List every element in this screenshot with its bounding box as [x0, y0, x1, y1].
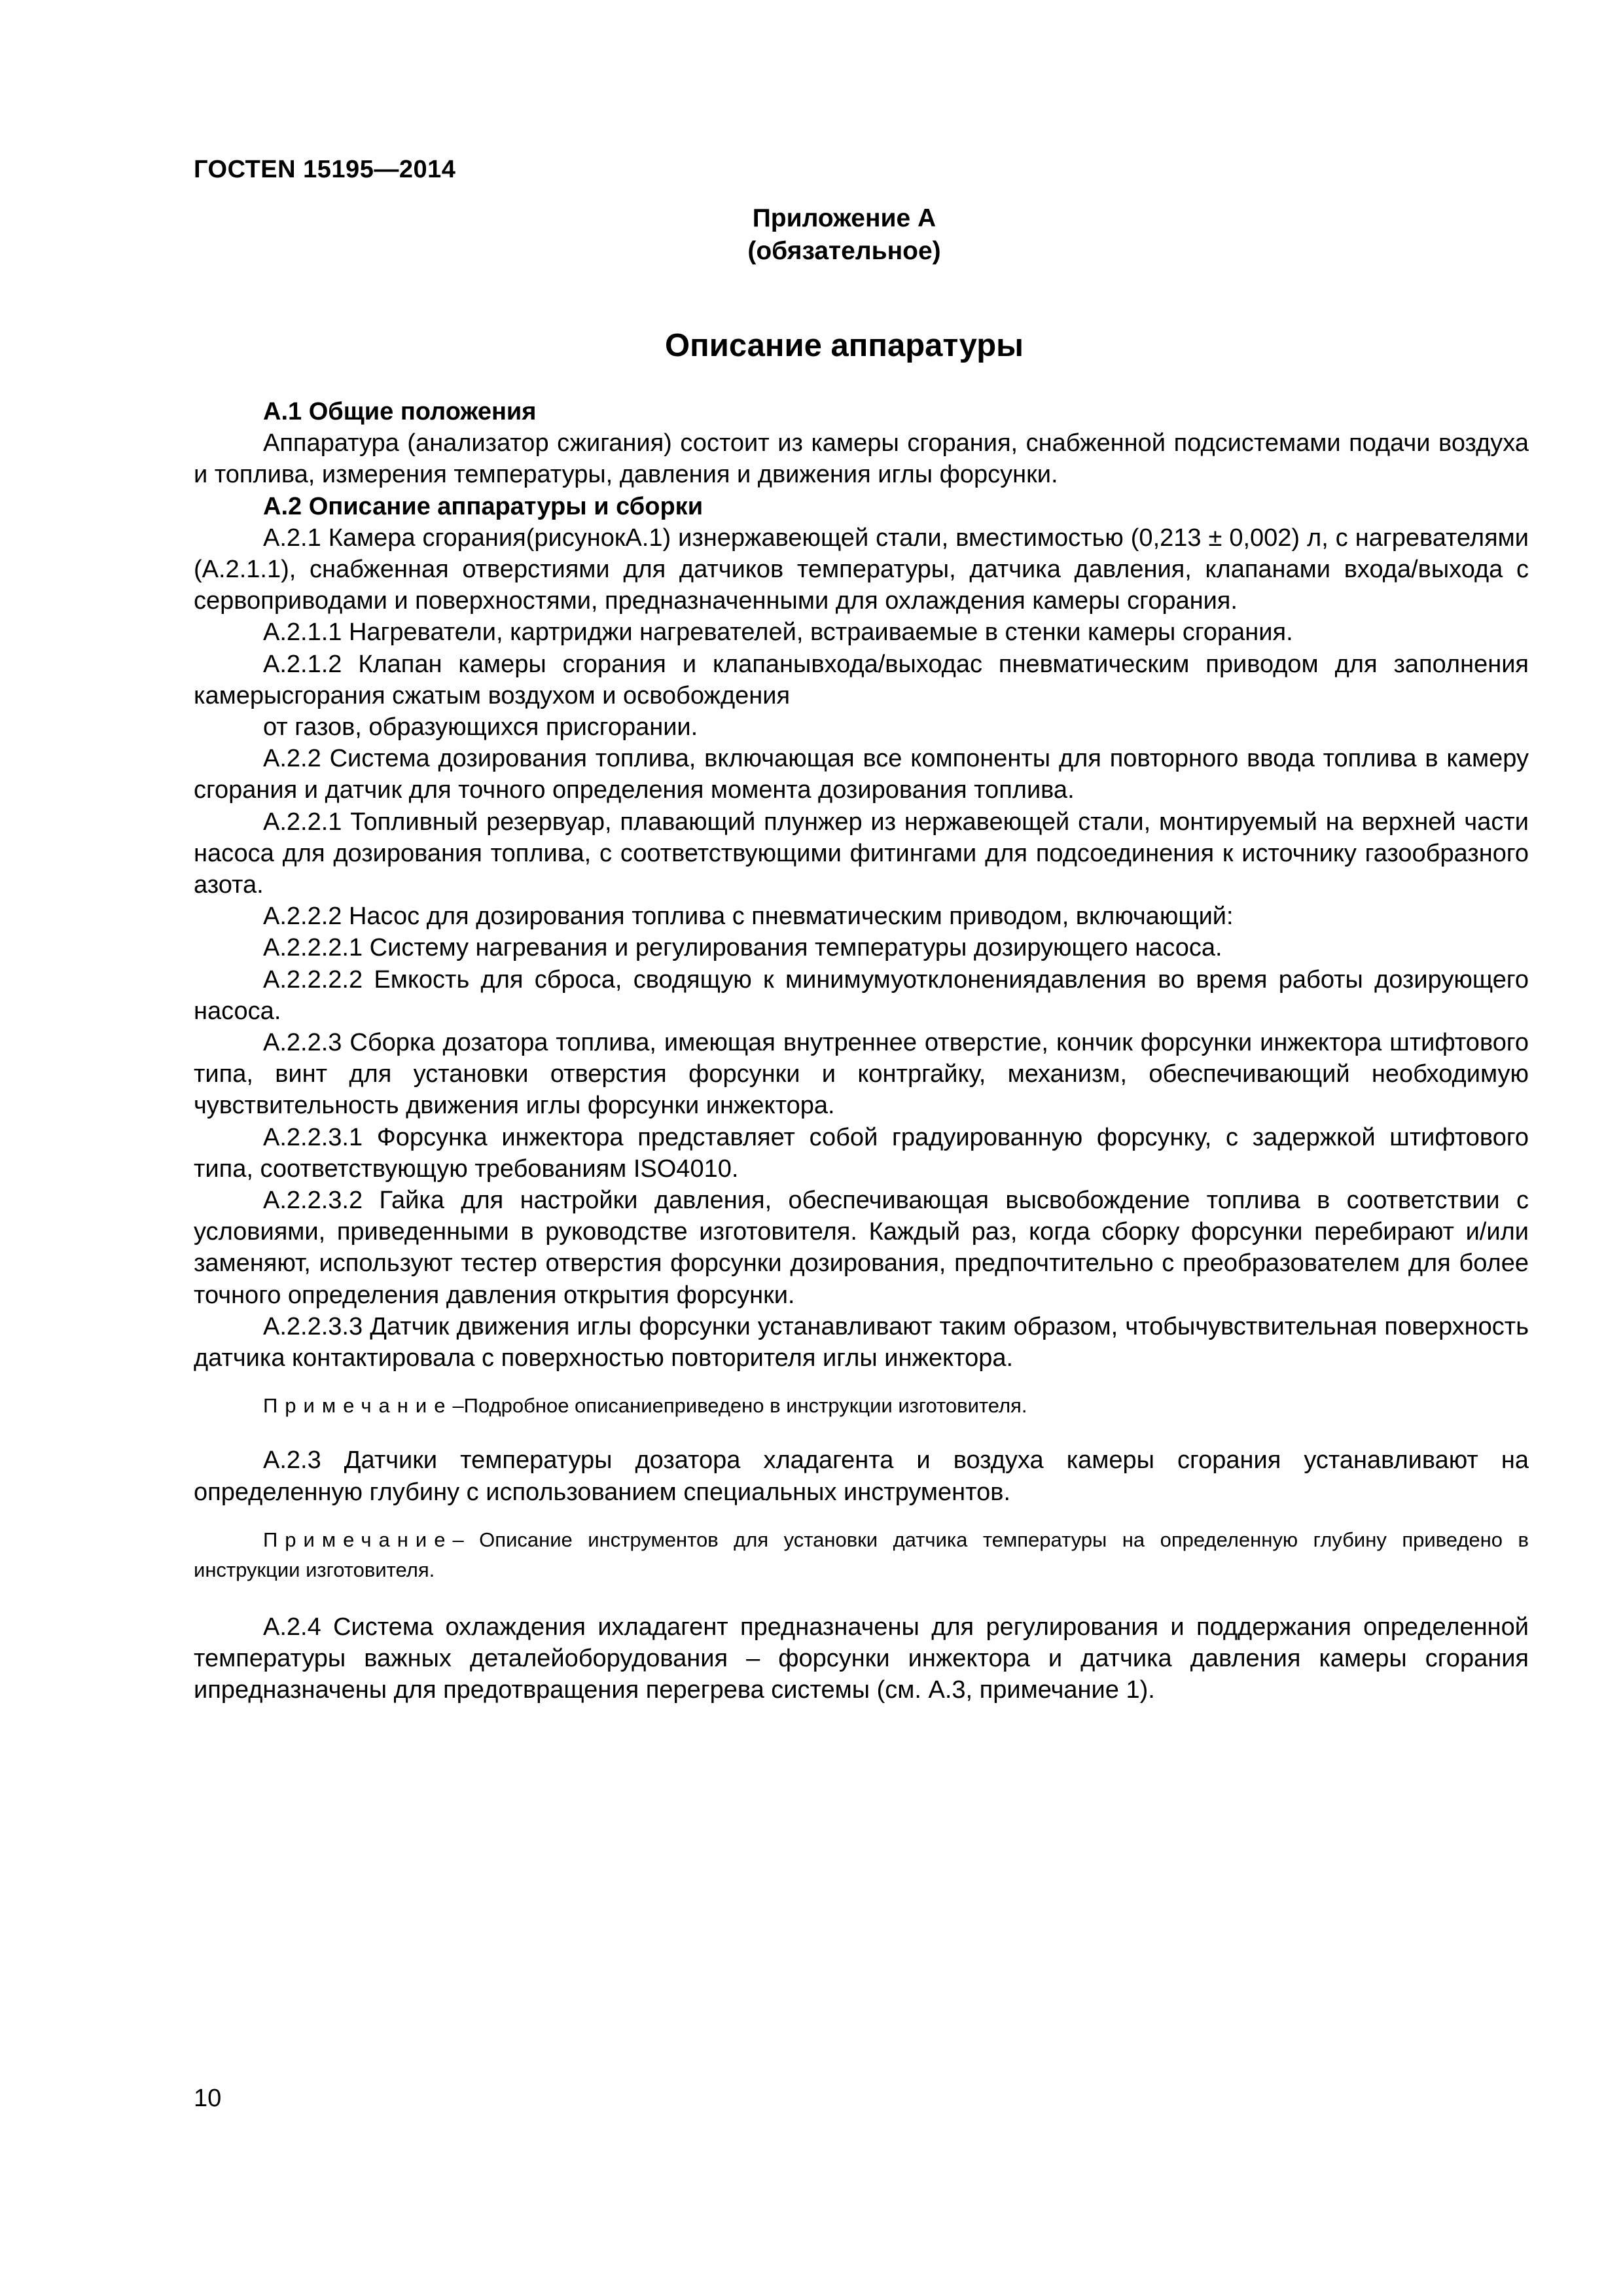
section-heading-a1: А.1 Общие положения	[263, 398, 537, 425]
paragraph-a2-4: А.2.4 Система охлаждения ихладагент предназначены для регулирования и поддержания определенной температуры важных деталейоборудования – форсунки инжектора и датчика давления камеры сгорания ипредназначены для предотвращения перегрева системы (см. А.3, примечание 1).	[194, 1613, 1529, 1704]
annex-title: Приложение А	[752, 204, 936, 232]
standard-code: ГОСТEN 15195—2014	[194, 156, 456, 183]
note-2	[194, 1525, 1529, 1585]
note-2-text: – Описание инструментов для установки датчика температуры на определенную глубину приведено в инструкции изготовителя.	[194, 1528, 1529, 1581]
paragraph-a2-2-1: А.2.2.1 Топливный резервуар, плавающий плунжер из нержавеющей стали, монтируемый на верхней части насоса для дозирования топлива, с соответствующими фитингами для подсоединения к источнику газообразного азота.	[194, 808, 1529, 899]
paragraph-a2-2-3-1: А.2.2.3.1 Форсунка инжектора представляет собой градуированную форсунку, с задержкой штифтового типа, соответствующую требованиям ISO4010.	[194, 1123, 1529, 1183]
note-1-label: Примечание	[263, 1394, 453, 1418]
paragraph-a2-1: А.2.1 Камера сгорания(рисунокА.1) изнержавеющей стали, вместимостью (0,213 ± 0,002) л, с нагревателями (А.2.1.1), снабженная отверстиями для датчиков температуры, датчика давления, клапанами входа/выхода с сервоприводами и поверхностями, предназначенными для охлаждения камеры сгорания.	[194, 524, 1529, 615]
document-title: Описание аппаратуры	[665, 328, 1024, 363]
paragraph-a2-1-2-continuation: от газов, образующихся присгорании.	[263, 713, 698, 742]
note-2-label: Примечание	[263, 1528, 453, 1551]
paragraph-a2-2: А.2.2 Система дозирования топлива, включающая все компоненты для повторного ввода топлива в камеру сгорания и датчик для точного определения момента дозирования топлива.	[194, 745, 1529, 804]
paragraph-a2-2-2-1: А.2.2.2.1 Систему нагревания и регулирования температуры дозирующего насоса.	[263, 934, 1222, 962]
paragraph-a2-2-2-2: А.2.2.2.2 Емкость для сброса, сводящую к минимумуотклонениядавления во время работы дозирующего насоса.	[194, 965, 1529, 1025]
paragraph-a2-1-2: А.2.1.2 Клапан камеры сгорания и клапанывхода/выходас пневматическим приводом для заполнения камерысгорания сжатым воздухом и освобождения	[194, 650, 1529, 709]
paragraph-a2-2-2: А.2.2.2 Насос для дозирования топлива с пневматическим приводом, включающий:	[263, 903, 1234, 931]
paragraph-a2-2-3-3: А.2.2.3.3 Датчик движения иглы форсунки устанавливают таким образом, чтобычувствительная поверхность датчика контактировала с поверхностью повторителя иглы инжектора.	[194, 1312, 1529, 1372]
paragraph-a2-2-3: А.2.2.3 Сборка дозатора топлива, имеющая внутреннее отверстие, кончик форсунки инжектора штифтового типа, винт для установки отверстия форсунки и контргайку, механизм, обеспечивающий необходимую чувствительность движения иглы форсунки инжектора.	[194, 1029, 1529, 1120]
annex-status: (обязательное)	[747, 237, 941, 265]
paragraph-a2-2-3-2: А.2.2.3.2 Гайка для настройки давления, обеспечивающая высвобождение топлива в соответствии с условиями, приведенными в руководстве изготовителя. Каждый раз, когда сборку форсунки перебирают и/или заменяют, используют тестер отверстия форсунки дозирования, предпочтительно с преобразователем для более точного определения давления открытия форсунки.	[194, 1187, 1529, 1309]
paragraph-a2-3: А.2.3 Датчики температуры дозатора хладагента и воздуха камеры сгорания устанавливают на определенную глубину с использованием специальных инструментов.	[194, 1446, 1529, 1506]
document-body	[194, 396, 1529, 1706]
paragraph-a2-1-1: А.2.1.1 Нагреватели, картриджи нагревателей, встраиваемые в стенки камеры сгорания.	[263, 619, 1293, 647]
note-1	[194, 1391, 1529, 1421]
paragraph-a1: Аппаратура (анализатор сжигания) состоит из камеры сгорания, снабженной подсистемами подачи воздуха и топлива, измерения температуры, давления и движения иглы форсунки.	[194, 429, 1529, 489]
section-heading-a2: А.2 Описание аппаратуры и сборки	[263, 492, 704, 520]
page-number: 10	[194, 2085, 222, 2112]
note-1-text: –Подробное описаниеприведено в инструкции изготовителя.	[452, 1394, 1027, 1418]
